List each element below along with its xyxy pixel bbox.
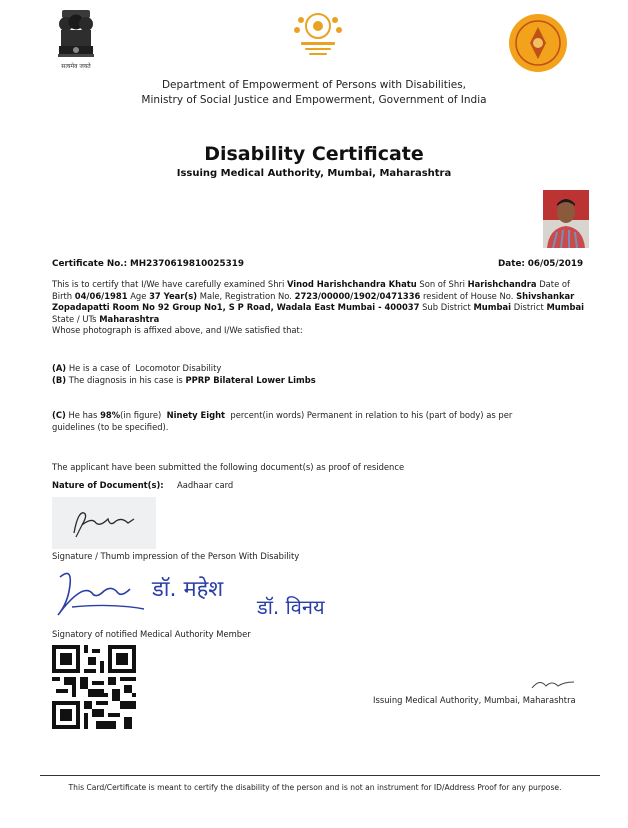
department-line-2: Ministry of Social Justice and Empowerment, Government of India bbox=[141, 94, 487, 106]
item-a: (A) He is a case of Locomotor Disability bbox=[52, 363, 222, 373]
page-subtitle: Issuing Medical Authority, Mumbai, Maharashtra bbox=[176, 168, 452, 179]
certificate-date: Date: 06/05/2019 bbox=[498, 259, 584, 269]
qr-code-icon bbox=[52, 645, 136, 729]
item-b: (B) The diagnosis in his case is PPRP Bilateral Lower Limbs bbox=[52, 375, 316, 385]
doctor-signature-1: डॉ. महेश bbox=[152, 577, 224, 602]
national-emblem-icon bbox=[54, 8, 98, 74]
residence-text: The applicant have been submitted the following document(s) as proof of residence bbox=[52, 462, 405, 472]
doctor-signature-2: डॉ. विनय bbox=[257, 595, 325, 619]
maharashtra-seal-icon bbox=[508, 13, 568, 73]
footer-disclaimer: This Card/Certificate is meant to certify the disability of the person and is not an instrument for ID/Address Proof for any purpose. bbox=[68, 783, 562, 792]
footer-divider bbox=[40, 775, 600, 776]
nature-of-document: Nature of Document(s): Aadhaar card bbox=[52, 480, 234, 490]
issuing-authority-footer: Issuing Medical Authority, Mumbai, Maharashtra bbox=[373, 695, 576, 705]
emblem-caption: सत्यमेव जयते bbox=[61, 63, 91, 70]
certification-paragraph: This is to certify that I/We have carefully examined Shri Vinod Harishchandra Khatu Son of Shri Harishchandra Date of Birth 04/06/1981 Age 37 Year(s) Male, Registration No. 2723/00000/1902/0471336 resident of House No. Shivshankar Zopadapatti Room No 92 Group No1, S P Road, Wadala East Mumbai - 400037 Sub District Mumbai District Mumbai State / UTs Maharashtra Whose photograph is affixed above, and I/We satisfied that: bbox=[52, 279, 584, 335]
page-title: Disability Certificate bbox=[204, 143, 424, 165]
person-signature bbox=[52, 497, 156, 549]
authority-signatures bbox=[52, 563, 372, 623]
person-signature-label: Signature / Thumb impression of the Person With Disability bbox=[52, 551, 300, 561]
accessible-india-emblem-icon bbox=[291, 10, 345, 62]
department-line-1: Department of Empowerment of Persons with Disabilities, bbox=[161, 79, 467, 91]
certificate-number: Certificate No.: MH2370619810025319 bbox=[52, 259, 245, 269]
applicant-photo bbox=[543, 190, 589, 248]
item-c: (C) He has 98%(in figure) Ninety Eight percent(in words) Permanent in relation to his (part of body) as per guidelines (to be specified). bbox=[52, 410, 513, 432]
signatory-label: Signatory of notified Medical Authority Member bbox=[52, 629, 251, 639]
department-heading bbox=[0, 78, 628, 108]
